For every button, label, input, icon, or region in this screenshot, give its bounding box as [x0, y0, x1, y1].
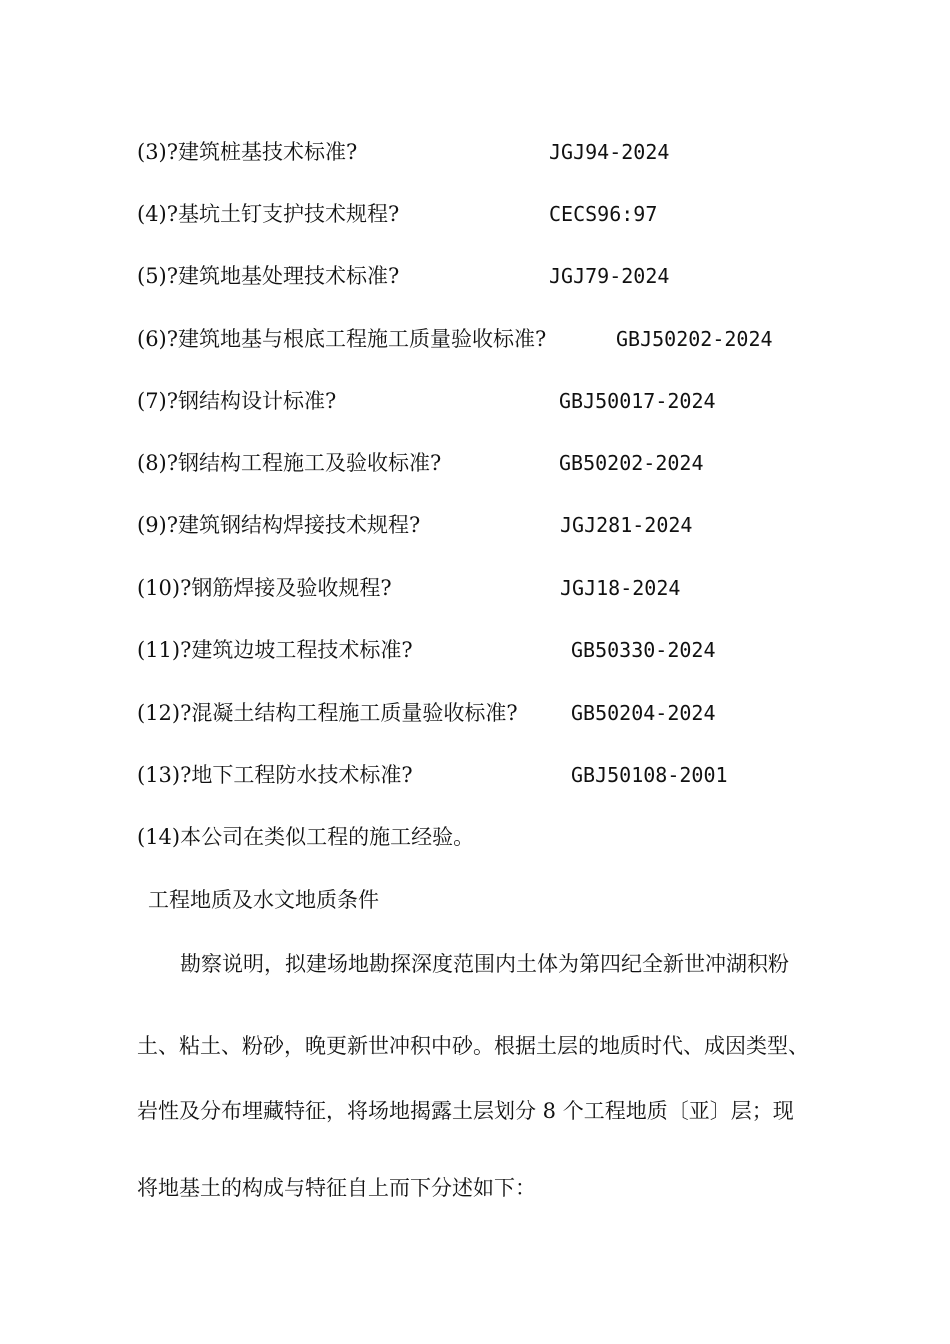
- reference-code: JGJ18-2024: [560, 576, 681, 600]
- reference-code: JGJ281-2024: [560, 513, 693, 537]
- reference-item: [137, 447, 897, 479]
- reference-title: (9)?建筑钢结构焊接技术规程?: [137, 513, 421, 537]
- reference-code: GBJ50202-2024: [616, 327, 773, 351]
- reference-code: GBJ50108-2001: [571, 763, 728, 787]
- section-heading: 工程地质及水文地质条件: [148, 888, 379, 912]
- reference-title: (4)?基坑土钉支护技术规程?: [137, 202, 400, 226]
- reference-code: GB50202-2024: [559, 451, 704, 475]
- reference-code: GB50204-2024: [571, 701, 716, 725]
- reference-title: (11)?建筑边坡工程技术标准?: [137, 638, 413, 662]
- reference-item: [137, 821, 897, 853]
- reference-title: (8)?钢结构工程施工及验收标准?: [137, 451, 442, 475]
- reference-code: GB50330-2024: [571, 638, 716, 662]
- reference-item: [137, 260, 897, 292]
- paragraph-line: 岩性及分布埋藏特征，将场地揭露土层划分 8 个工程地质〔亚〕层；现: [137, 1099, 794, 1123]
- reference-item: [137, 323, 897, 355]
- reference-title: (3)?建筑桩基技术标准?: [137, 140, 358, 164]
- reference-title: (14)本公司在类似工程的施工经验。: [137, 825, 475, 849]
- reference-item: [137, 634, 897, 666]
- reference-item: [137, 385, 897, 417]
- reference-code: JGJ79-2024: [549, 264, 670, 288]
- reference-code: JGJ94-2024: [549, 140, 670, 164]
- reference-code: GBJ50017-2024: [559, 389, 716, 413]
- reference-item: [137, 198, 897, 230]
- reference-code: CECS96:97: [549, 202, 658, 226]
- paragraph-line: 土、粘土、粉砂，晚更新世冲积中砂。根据土层的地质时代、成因类型、: [137, 1034, 809, 1058]
- reference-item: [137, 136, 897, 168]
- reference-item: [137, 509, 897, 541]
- reference-title: (6)?建筑地基与根底工程施工质量验收标准?: [137, 327, 547, 351]
- reference-title: (5)?建筑地基处理技术标准?: [137, 264, 400, 288]
- reference-title: (12)?混凝土结构工程施工质量验收标准?: [137, 701, 518, 725]
- reference-title: (13)?地下工程防水技术标准?: [137, 763, 413, 787]
- reference-title: (10)?钢筋焊接及验收规程?: [137, 576, 392, 600]
- paragraph-line: 将地基土的构成与特征自上而下分述如下：: [137, 1176, 536, 1200]
- reference-item: [137, 697, 897, 729]
- reference-title: (7)?钢结构设计标准?: [137, 389, 337, 413]
- reference-item: [137, 572, 897, 604]
- reference-item: [137, 759, 897, 791]
- paragraph-line: 勘察说明，拟建场地勘探深度范围内土体为第四纪全新世冲湖积粉: [180, 952, 789, 976]
